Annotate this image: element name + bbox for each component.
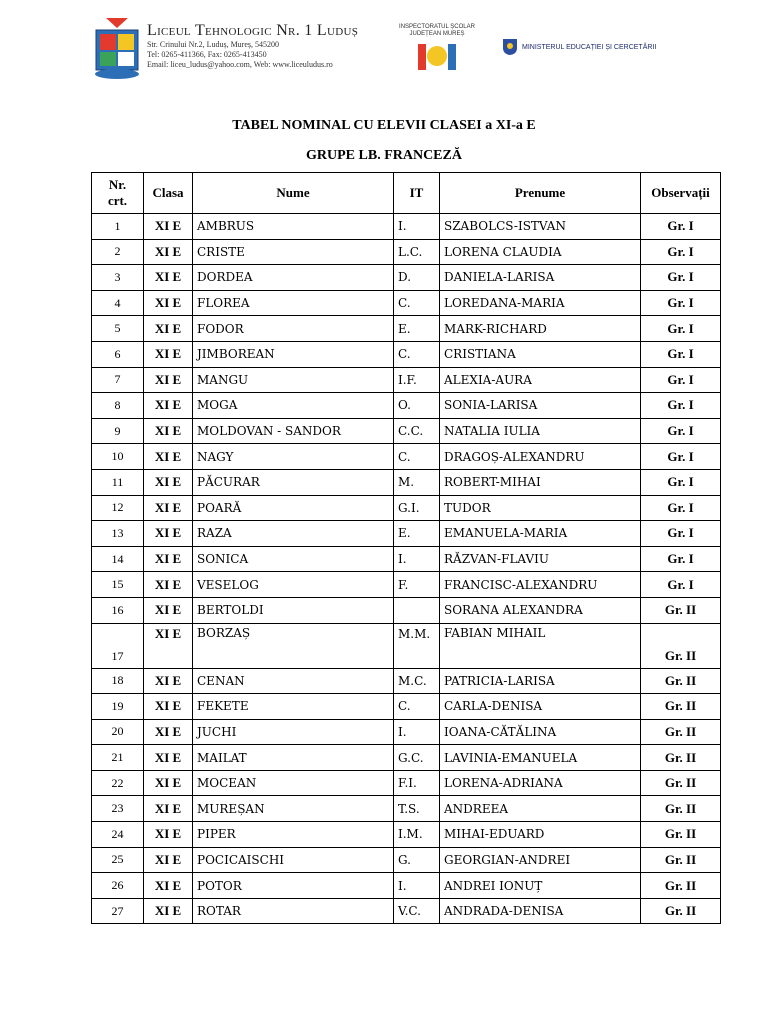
cell-it: I.M. [394,822,440,848]
cell-nr: 20 [92,719,144,745]
cell-it: O. [394,393,440,419]
cell-nr: 1 [92,214,144,240]
cell-clasa: XI E [144,418,193,444]
cell-clasa: XI E [144,719,193,745]
table-row [92,898,721,924]
cell-nume: PIPER [193,822,394,848]
cell-clasa: XI E [144,847,193,873]
table-row [92,796,721,822]
cell-prenume: NATALIA IULIA [440,418,641,444]
cell-nume: PĂCURAR [193,469,394,495]
cell-it: I. [394,873,440,899]
cell-clasa: XI E [144,316,193,342]
cell-prenume: CARLA-DENISA [440,694,641,720]
cell-clasa: XI E [144,521,193,547]
cell-nume: ROTAR [193,898,394,924]
cell-nr: 2 [92,239,144,265]
cell-nume: SONICA [193,546,394,572]
col-header-nr-line2: crt. [107,193,128,208]
page-subtitle: GRUPE LB. FRANCEZĂ [306,148,462,163]
table-row [92,341,721,367]
cell-it: C. [394,290,440,316]
table-row [92,873,721,899]
table-row [92,316,721,342]
isj-logo [397,24,477,84]
cell-it: C. [394,444,440,470]
cell-nume: FODOR [193,316,394,342]
table-row [92,469,721,495]
cell-clasa: XI E [144,745,193,771]
cell-observatii: Gr. II [641,745,721,771]
cell-nume: BERTOLDI [193,597,394,623]
cell-it: V.C. [394,898,440,924]
cell-it: C. [394,694,440,720]
cell-observatii: Gr. I [641,572,721,598]
cell-it: M.M. [394,623,440,668]
table-row [92,367,721,393]
cell-nr: 15 [92,572,144,598]
cell-clasa: XI E [144,367,193,393]
table-row [92,623,721,668]
cell-observatii: Gr. I [641,521,721,547]
cell-observatii: Gr. I [641,316,721,342]
cell-clasa: XI E [144,668,193,694]
cell-prenume: SONIA-LARISA [440,393,641,419]
table-row [92,265,721,291]
cell-nr: 4 [92,290,144,316]
cell-clasa: XI E [144,822,193,848]
cell-clasa: XI E [144,546,193,572]
table-row [92,572,721,598]
cell-nr: 9 [92,418,144,444]
cell-prenume: DANIELA-LARISA [440,265,641,291]
cell-it: I. [394,719,440,745]
isj-text: INSPECTORATUL ȘCOLAR JUDEȚEAN MUREȘ [399,24,475,37]
cell-observatii: Gr. II [641,796,721,822]
cell-prenume: MARK-RICHARD [440,316,641,342]
cell-clasa: XI E [144,597,193,623]
table-row [92,214,721,240]
cell-prenume: IOANA-CĂTĂLINA [440,719,641,745]
cell-prenume: ANDREI IONUȚ [440,873,641,899]
cell-nume: CENAN [193,668,394,694]
cell-prenume: EMANUELA-MARIA [440,521,641,547]
cell-it: F. [394,572,440,598]
cell-nume: POCICAISCHI [193,847,394,873]
cell-nume: MUREȘAN [193,796,394,822]
cell-nume: JUCHI [193,719,394,745]
cell-nr: 8 [92,393,144,419]
students-table [91,172,721,924]
cell-nr: 24 [92,822,144,848]
cell-nr: 27 [92,898,144,924]
cell-nume: VESELOG [193,572,394,598]
cell-nr: 21 [92,745,144,771]
cell-prenume: CRISTIANA [440,341,641,367]
cell-observatii: Gr. II [641,770,721,796]
ministry-name: MINISTERUL EDUCAȚIEI ȘI CERCETĂRII [522,43,657,51]
col-header-prenume: Prenume [440,173,641,214]
cell-prenume: ANDRADA-DENISA [440,898,641,924]
table-row [92,418,721,444]
cell-it: D. [394,265,440,291]
cell-it: I.F. [394,367,440,393]
cell-observatii: Gr. II [641,822,721,848]
cell-prenume: LORENA-ADRIANA [440,770,641,796]
cell-clasa: XI E [144,444,193,470]
table-row [92,393,721,419]
table-row [92,444,721,470]
cell-it: G. [394,847,440,873]
cell-observatii: Gr. I [641,290,721,316]
cell-prenume: PATRICIA-LARISA [440,668,641,694]
cell-prenume: SORANA ALEXANDRA [440,597,641,623]
cell-clasa: XI E [144,265,193,291]
cell-nr: 7 [92,367,144,393]
cell-observatii: Gr. II [641,898,721,924]
table-row [92,597,721,623]
cell-clasa: XI E [144,572,193,598]
letterhead [92,12,672,84]
cell-nume: MOLDOVAN - SANDOR [193,418,394,444]
table-row [92,290,721,316]
school-contact: Email: liceu_ludus@yahoo.com, Web: www.liceuludus.ro [147,60,333,69]
cell-observatii: Gr. II [641,719,721,745]
cell-nr: 3 [92,265,144,291]
isj-emblem-icon [412,40,462,76]
cell-nume: AMBRUS [193,214,394,240]
cell-observatii: Gr. I [641,214,721,240]
cell-clasa: XI E [144,873,193,899]
cell-prenume: SZABOLCS-ISTVAN [440,214,641,240]
cell-it: T.S. [394,796,440,822]
cell-prenume: RĂZVAN-FLAVIU [440,546,641,572]
cell-it: G.C. [394,745,440,771]
table-row [92,770,721,796]
cell-observatii: Gr. I [641,265,721,291]
table-row [92,668,721,694]
cell-clasa: XI E [144,623,193,668]
cell-observatii: Gr. I [641,367,721,393]
cell-nr: 25 [92,847,144,873]
cell-clasa: XI E [144,469,193,495]
table-row [92,719,721,745]
cell-nume: MOCEAN [193,770,394,796]
col-header-clasa: Clasa [144,173,193,214]
cell-observatii: Gr. I [641,418,721,444]
cell-observatii: Gr. II [641,668,721,694]
table-row [92,822,721,848]
col-header-observatii: Observații [641,173,721,214]
cell-nume: JIMBOREAN [193,341,394,367]
cell-observatii: Gr. II [641,694,721,720]
cell-it: I. [394,214,440,240]
cell-nr: 22 [92,770,144,796]
cell-it: C.C. [394,418,440,444]
cell-nr: 16 [92,597,144,623]
cell-prenume: FABIAN MIHAIL [440,623,641,668]
cell-clasa: XI E [144,341,193,367]
cell-prenume: GEORGIAN-ANDREI [440,847,641,873]
cell-observatii: Gr. I [641,393,721,419]
cell-clasa: XI E [144,290,193,316]
cell-observatii: Gr. II [641,847,721,873]
cell-it: L.C. [394,239,440,265]
cell-it: F.I. [394,770,440,796]
cell-prenume: DRAGOȘ-ALEXANDRU [440,444,641,470]
cell-it: M. [394,469,440,495]
table-row [92,847,721,873]
cell-nume: CRISTE [193,239,394,265]
cell-it [394,597,440,623]
cell-it: E. [394,316,440,342]
ministry-logo [502,38,656,56]
cell-clasa: XI E [144,694,193,720]
cell-observatii: Gr. I [641,546,721,572]
page-title: TABEL NOMINAL CU ELEVII CLASEI a XI-a E [232,118,536,133]
cell-clasa: XI E [144,495,193,521]
cell-nume: POARĂ [193,495,394,521]
school-name: Liceul Tehnologic Nr. 1 Luduș [147,22,359,39]
cell-nr: 13 [92,521,144,547]
cell-it: M.C. [394,668,440,694]
cell-nume: MANGU [193,367,394,393]
cell-it: E. [394,521,440,547]
cell-prenume: LAVINIA-EMANUELA [440,745,641,771]
cell-observatii: Gr. I [641,469,721,495]
col-header-it: IT [394,173,440,214]
col-header-nr [92,173,144,214]
coat-of-arms-icon [502,38,518,56]
cell-nume: DORDEA [193,265,394,291]
cell-it: G.I. [394,495,440,521]
cell-nr: 12 [92,495,144,521]
cell-clasa: XI E [144,770,193,796]
cell-nume: RAZA [193,521,394,547]
cell-nr: 17 [92,623,144,668]
cell-it: I. [394,546,440,572]
table-row [92,239,721,265]
cell-prenume: ANDREEA [440,796,641,822]
cell-prenume: ROBERT-MIHAI [440,469,641,495]
cell-nr: 5 [92,316,144,342]
cell-prenume: LOREDANA-MARIA [440,290,641,316]
cell-observatii: Gr. I [641,341,721,367]
cell-observatii: Gr. I [641,239,721,265]
cell-prenume: LORENA CLAUDIA [440,239,641,265]
col-header-nume: Nume [193,173,394,214]
cell-clasa: XI E [144,214,193,240]
table-row [92,694,721,720]
school-address: Str. Crinului Nr.2, Luduș, Mureș, 545200 [147,40,280,49]
cell-nume: FEKETE [193,694,394,720]
table-row [92,546,721,572]
cell-nr: 23 [92,796,144,822]
col-header-nr-line1: Nr. [108,177,127,192]
cell-nume: BORZAȘ [193,623,394,668]
cell-it: C. [394,341,440,367]
cell-observatii: Gr. II [641,597,721,623]
table-header-row [92,173,721,214]
table-row [92,521,721,547]
cell-nr: 11 [92,469,144,495]
cell-prenume: MIHAI-EDUARD [440,822,641,848]
table-row [92,745,721,771]
cell-prenume: TUDOR [440,495,641,521]
cell-nume: NAGY [193,444,394,470]
cell-observatii: Gr. I [641,495,721,521]
cell-nr: 18 [92,668,144,694]
school-phone: Tel: 0265-411366, Fax: 0265-413450 [147,50,267,59]
cell-nr: 10 [92,444,144,470]
cell-observatii: Gr. II [641,873,721,899]
school-logo-icon [92,16,142,80]
cell-observatii: Gr. I [641,444,721,470]
cell-nume: MOGA [193,393,394,419]
cell-nr: 26 [92,873,144,899]
cell-clasa: XI E [144,796,193,822]
cell-clasa: XI E [144,898,193,924]
cell-prenume: ALEXIA-AURA [440,367,641,393]
cell-clasa: XI E [144,393,193,419]
cell-nr: 6 [92,341,144,367]
cell-nume: FLOREA [193,290,394,316]
cell-prenume: FRANCISC-ALEXANDRU [440,572,641,598]
cell-clasa: XI E [144,239,193,265]
cell-nr: 19 [92,694,144,720]
cell-observatii: Gr. II [641,623,721,668]
table-row [92,495,721,521]
cell-nr: 14 [92,546,144,572]
cell-nume: MAILAT [193,745,394,771]
cell-nume: POTOR [193,873,394,899]
